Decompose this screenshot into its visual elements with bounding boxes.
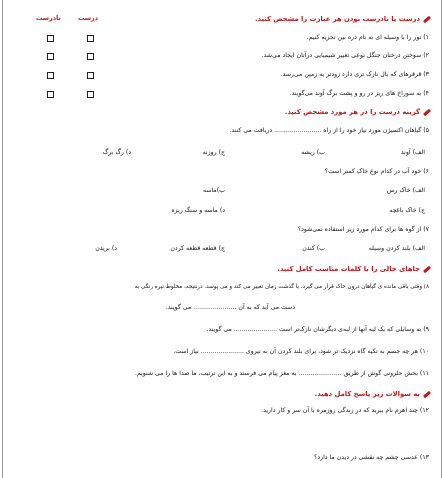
tf-section-header: درست یا نادرست بودن هر عبارت را مشخص کنید. [255,14,431,24]
mc-6-option-d[interactable]: د) ماسه و سنگ ریزه [171,207,225,214]
mc-7-option-b[interactable]: ب) کندن [302,245,325,252]
mc-6-option-c[interactable]: ج) خاک باغچه [389,207,425,214]
pen-icon [423,265,431,272]
tf-1-true-checkbox[interactable] [87,35,94,42]
fill-section-header: جاهای خالی را با کلمات مناسب کامل کنید. [277,264,431,274]
tf-item-4: ۴) به سوراخ های ریز در رو و پشت برگ آوند می‌گویند. [289,90,429,97]
tf-1-false-checkbox[interactable] [47,35,54,42]
pen-icon [423,108,431,115]
mc-5-option-a[interactable]: الف) آوند [400,149,425,156]
fill-question-8-line-2: دست می آید که به آن ...................... می گویند. [165,304,295,311]
tf-2-true-checkbox[interactable] [87,53,94,60]
tf-4-false-checkbox[interactable] [47,91,54,98]
short-answer-section-header: به سوالات زیر پاسخ کامل دهید. [315,389,431,399]
fill-question-10: ۱۰) هر چه جسم به تکیه گاه نزدیک تر شود، برای بلند کردن آن به نیروی ...................... نیاز است. [173,348,429,355]
tf-4-true-checkbox[interactable] [87,91,94,98]
page-border-right [441,0,442,478]
mc-5-option-b[interactable]: ب) ریشه [301,149,325,156]
mc-5-option-c[interactable]: ج) روزنه [202,149,225,156]
col-false-header: نادرست [36,14,61,22]
col-true-header: درست [78,14,99,22]
mc-section-header: گزینه درست را در هر مورد مشخص کنید. [285,107,431,117]
pen-icon [423,15,431,22]
pen-icon [423,390,431,397]
mc-6-option-a[interactable]: الف) خاک رس [386,187,425,194]
short-question-13: ۱۳) عدسی چشم چه نقشی در دیدن ما دارد؟ [314,454,429,461]
mc-question-7: ۷) از گوه ها برای کدام مورد زیر استفاده نمی‌شود؟ [297,226,429,233]
mc-question-6: ۶) خود آب در کدام نوع خاک کمتر است؟ [324,168,429,175]
tf-item-1: ۱) نور را با وسیله ای به نام ذره بین تجزیه کنیم. [306,34,429,41]
mc-question-5: ۵) گیاهان اکسیژن مورد نیاز خود را از راه ........................ دریافت می کنند. [229,127,429,134]
tf-3-false-checkbox[interactable] [47,72,54,79]
mc-5-option-d[interactable]: د) رگ برگ [102,149,131,156]
mc-6-option-b[interactable]: ب)ماسه [203,187,225,194]
mc-7-option-c[interactable]: ج) قطعه قطعه کردن [170,245,225,252]
tf-3-true-checkbox[interactable] [87,72,94,79]
fill-question-8-line-1: ۸) وقتی باقی مانده ی گیاهان درون خاک قرار می گیرد، با گذشت زمان تغییر می کند و می پوسد. درنتیجه، مخلوط تیره رنگی به [134,284,429,290]
short-question-12: ۱۲) چند اهرم نام ببرید که در زندگی روزمره با آن سر و کار دارید. [261,407,429,414]
mc-7-option-d[interactable]: د) بریدن [95,245,117,252]
page-border-left [2,0,3,478]
fill-question-11: ۱۱) بخش حلزونی گوش از طریق ...................... به مغز پیام می فرستد و به این ترتیب، ما صدا ها را می شنویم. [134,370,429,377]
mc-7-option-a[interactable]: الف) بلند کردن وسیله [368,245,425,252]
tf-item-2: ۲) سوختن درختان جنگل نوعی تغییر شیمیایی درآنان ایجاد می‌شد. [261,52,429,59]
fill-question-9: ۹) به وسایلی که یک لبه آنها از لبه‌ی دیگرشان نازک‌تر است ...................... می گویند. [206,326,429,333]
tf-2-false-checkbox[interactable] [47,53,54,60]
tf-item-3: ۳) قرقرهای که بال نازک تری دارد زودتر به زمین می‌رسد. [280,71,429,78]
